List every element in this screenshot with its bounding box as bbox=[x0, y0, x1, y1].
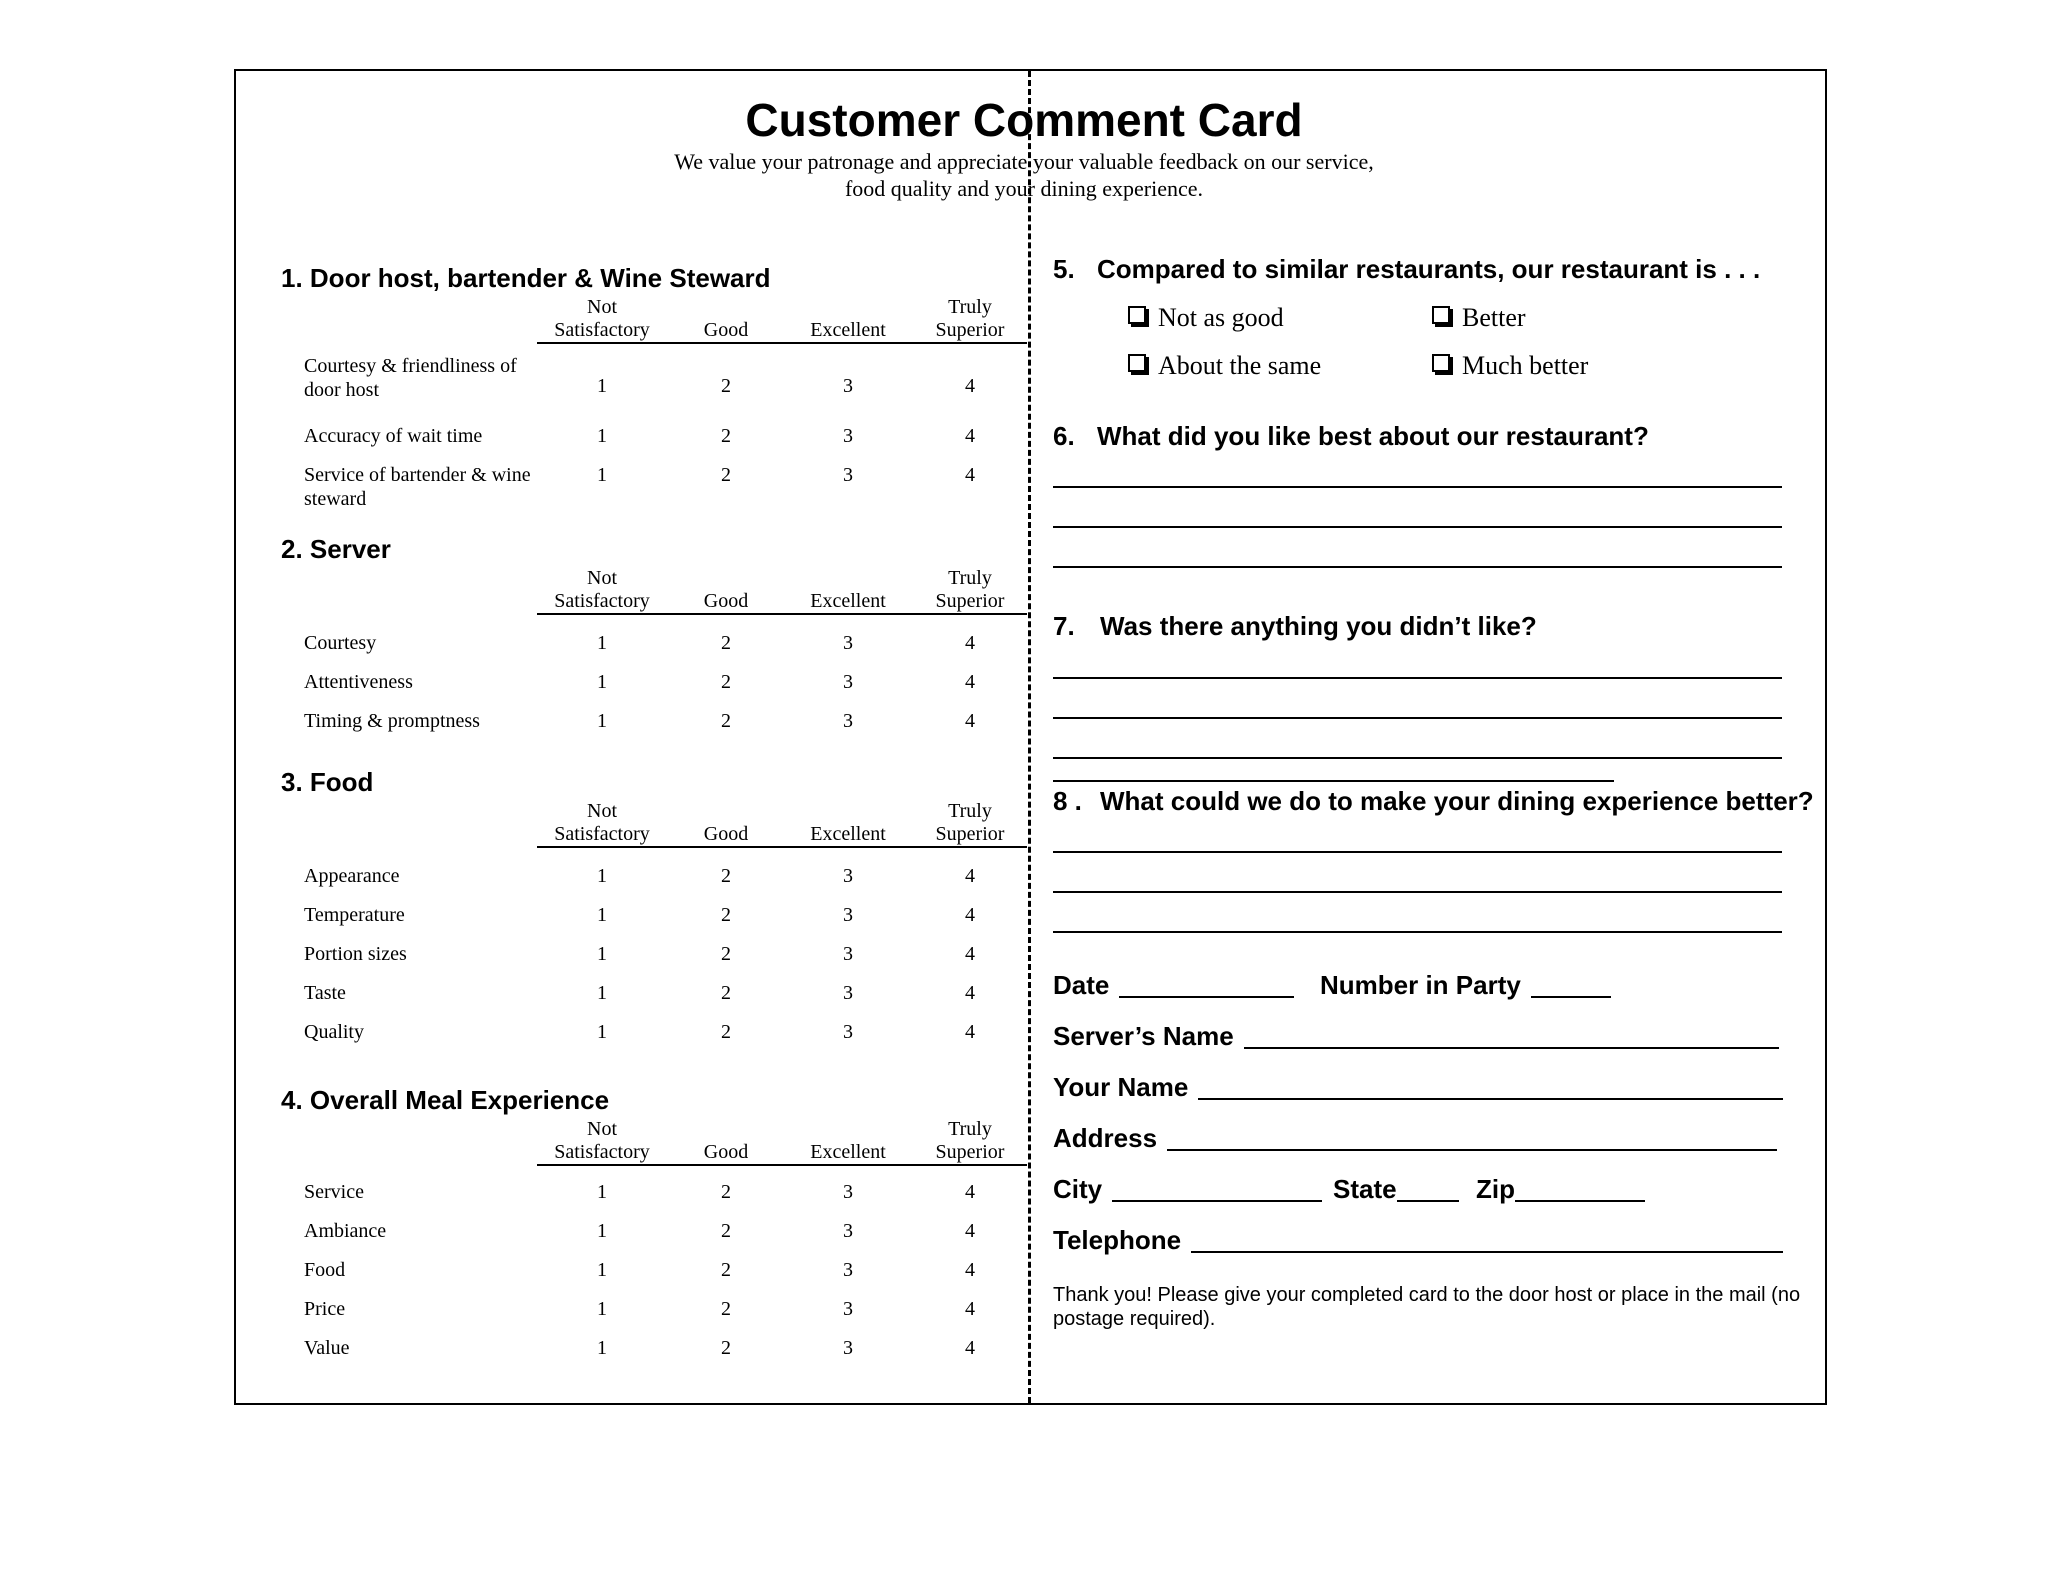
rating-option-4[interactable]: 4 bbox=[965, 1337, 975, 1359]
rating-option-1[interactable]: 1 bbox=[597, 865, 607, 887]
rating-header: Good bbox=[703, 823, 749, 845]
page-title: Customer Comment Card bbox=[745, 94, 1303, 146]
rating-option-4[interactable]: 4 bbox=[965, 1220, 975, 1242]
telephone-blank[interactable] bbox=[1191, 1227, 1783, 1253]
table-row bbox=[281, 1180, 1029, 1220]
rating-item-label: Accuracy of wait time bbox=[304, 425, 483, 447]
rating-option-3[interactable]: 3 bbox=[843, 1259, 853, 1281]
rating-option-2[interactable]: 2 bbox=[721, 671, 731, 693]
rating-option-3[interactable]: 3 bbox=[843, 904, 853, 926]
party-size-label: Number in Party bbox=[1320, 970, 1521, 1000]
option-better[interactable] bbox=[1432, 302, 1526, 334]
rating-item-label: Service of bartender & wine steward bbox=[304, 464, 531, 510]
rating-option-3[interactable]: 3 bbox=[843, 632, 853, 654]
your-name-field[interactable] bbox=[1053, 1071, 1783, 1103]
option-label: About the same bbox=[1158, 351, 1322, 380]
rating-option-3[interactable]: 3 bbox=[843, 710, 853, 732]
table-row bbox=[281, 864, 1029, 904]
rating-item-label: Temperature bbox=[304, 904, 405, 926]
rating-option-3[interactable]: 3 bbox=[843, 375, 853, 397]
rating-header: Not Satisfactory bbox=[554, 800, 650, 845]
rating-option-2[interactable]: 2 bbox=[721, 375, 731, 397]
table-row bbox=[281, 1297, 1029, 1337]
question-8 bbox=[1053, 785, 1814, 817]
question-7-text: Was there anything you didn’t like? bbox=[1100, 611, 1537, 641]
rating-option-1[interactable]: 1 bbox=[597, 710, 607, 732]
rating-option-1[interactable]: 1 bbox=[597, 943, 607, 965]
rating-option-2[interactable]: 2 bbox=[721, 632, 731, 654]
rating-option-3[interactable]: 3 bbox=[843, 982, 853, 1004]
city-field[interactable] bbox=[1053, 1173, 1322, 1205]
rating-option-2[interactable]: 2 bbox=[721, 1181, 731, 1203]
table-row bbox=[281, 903, 1029, 943]
rating-option-3[interactable]: 3 bbox=[843, 1337, 853, 1359]
table-row bbox=[281, 981, 1029, 1021]
table-row bbox=[281, 709, 1029, 749]
your-name-blank[interactable] bbox=[1198, 1074, 1783, 1100]
state-blank[interactable] bbox=[1397, 1176, 1459, 1202]
rating-option-3[interactable]: 3 bbox=[843, 1298, 853, 1320]
rating-option-2[interactable]: 2 bbox=[721, 1298, 731, 1320]
rating-item-label: Attentiveness bbox=[304, 671, 413, 693]
state-field[interactable] bbox=[1333, 1173, 1459, 1205]
address-blank[interactable] bbox=[1167, 1125, 1777, 1151]
rating-item-label: Portion sizes bbox=[304, 943, 407, 965]
answer-line-q7-3[interactable] bbox=[1053, 757, 1782, 759]
rating-option-1[interactable]: 1 bbox=[597, 671, 607, 693]
your-name-label: Your Name bbox=[1053, 1072, 1189, 1102]
rating-option-2[interactable]: 2 bbox=[721, 1259, 731, 1281]
checkbox-icon[interactable] bbox=[1432, 306, 1450, 324]
date-blank[interactable] bbox=[1119, 972, 1294, 998]
rating-option-2[interactable]: 2 bbox=[721, 865, 731, 887]
rating-option-2[interactable]: 2 bbox=[721, 464, 731, 486]
rating-header: Truly Superior bbox=[935, 800, 1005, 845]
zip-label: Zip bbox=[1476, 1174, 1515, 1204]
rating-item-label: Appearance bbox=[304, 865, 400, 887]
section-heading: 2. Server bbox=[281, 534, 391, 564]
rating-header: Good bbox=[703, 1141, 749, 1163]
option-about-the-same[interactable] bbox=[1128, 350, 1321, 382]
rating-option-1[interactable]: 1 bbox=[597, 1021, 607, 1043]
rating-item-label: Courtesy bbox=[304, 632, 377, 654]
rating-header: Not Satisfactory bbox=[554, 1118, 650, 1163]
zip-blank[interactable] bbox=[1515, 1176, 1645, 1202]
table-row bbox=[281, 670, 1029, 710]
question-7 bbox=[1053, 610, 1537, 642]
rating-option-1[interactable]: 1 bbox=[597, 464, 607, 486]
rating-header-row bbox=[537, 800, 1027, 848]
zip-field[interactable] bbox=[1476, 1173, 1645, 1205]
rating-item-label: Food bbox=[304, 1259, 346, 1281]
answer-line-q6-3[interactable] bbox=[1053, 566, 1782, 568]
rating-item-label: Ambiance bbox=[304, 1220, 387, 1242]
address-field[interactable] bbox=[1053, 1122, 1777, 1154]
rating-header: Truly Superior bbox=[935, 296, 1005, 341]
rating-option-4[interactable]: 4 bbox=[965, 943, 975, 965]
question-7-number: 7. bbox=[1053, 611, 1075, 641]
rating-option-1[interactable]: 1 bbox=[597, 1259, 607, 1281]
question-6-text: What did you like best about our restaurant? bbox=[1097, 421, 1649, 451]
table-row bbox=[281, 424, 1029, 464]
rating-header: Truly Superior bbox=[935, 1118, 1005, 1163]
city-blank[interactable] bbox=[1112, 1176, 1322, 1202]
option-label: Much better bbox=[1462, 351, 1589, 380]
rating-option-1[interactable]: 1 bbox=[597, 1337, 607, 1359]
option-much-better[interactable] bbox=[1432, 350, 1588, 382]
rating-header: Not Satisfactory bbox=[554, 567, 650, 612]
table-row bbox=[281, 942, 1029, 982]
rating-option-3[interactable]: 3 bbox=[843, 1021, 853, 1043]
option-label: Not as good bbox=[1158, 303, 1284, 332]
rating-option-4[interactable]: 4 bbox=[965, 464, 975, 486]
rating-header-row bbox=[537, 1118, 1027, 1166]
rating-header: Excellent bbox=[810, 823, 886, 845]
rating-item-label: Timing & promptness bbox=[304, 710, 480, 732]
answer-line-q7-2[interactable] bbox=[1053, 717, 1782, 719]
rating-option-4[interactable]: 4 bbox=[965, 632, 975, 654]
rating-option-3[interactable]: 3 bbox=[843, 943, 853, 965]
rating-option-2[interactable]: 2 bbox=[721, 710, 731, 732]
rating-option-2[interactable]: 2 bbox=[721, 1337, 731, 1359]
answer-line-q7-1[interactable] bbox=[1053, 677, 1782, 679]
state-label: State bbox=[1333, 1174, 1397, 1204]
date-field[interactable] bbox=[1053, 969, 1294, 1001]
rating-item-label: Price bbox=[304, 1298, 346, 1320]
answer-line-q8-3[interactable] bbox=[1053, 931, 1782, 933]
rating-option-2[interactable]: 2 bbox=[721, 982, 731, 1004]
server-name-label: Server’s Name bbox=[1053, 1021, 1234, 1051]
question-8-text: What could we do to make your dining experience better? bbox=[1100, 786, 1814, 816]
table-row bbox=[281, 463, 1029, 510]
rating-option-1[interactable]: 1 bbox=[597, 632, 607, 654]
rating-option-2[interactable]: 2 bbox=[721, 943, 731, 965]
checkbox-icon[interactable] bbox=[1128, 306, 1146, 324]
rating-item-label: Value bbox=[304, 1337, 350, 1359]
rating-item-label: Service bbox=[304, 1181, 364, 1203]
option-label: Better bbox=[1462, 303, 1526, 332]
rating-option-3[interactable]: 3 bbox=[843, 464, 853, 486]
table-row bbox=[281, 1258, 1029, 1298]
rating-option-3[interactable]: 3 bbox=[843, 1220, 853, 1242]
party-size-blank[interactable] bbox=[1531, 972, 1611, 998]
table-row bbox=[281, 1336, 1029, 1376]
question-5-text: Compared to similar restaurants, our restaurant is . . . bbox=[1097, 254, 1761, 284]
telephone-label: Telephone bbox=[1053, 1225, 1182, 1255]
rating-option-4[interactable]: 4 bbox=[965, 904, 975, 926]
rating-option-1[interactable]: 1 bbox=[597, 982, 607, 1004]
rating-option-3[interactable]: 3 bbox=[843, 865, 853, 887]
rating-header: Good bbox=[703, 319, 749, 341]
party-size-field[interactable] bbox=[1320, 969, 1611, 1001]
answer-line-q7-4[interactable] bbox=[1053, 780, 1614, 782]
rating-option-3[interactable]: 3 bbox=[843, 1181, 853, 1203]
rating-option-1[interactable]: 1 bbox=[597, 1298, 607, 1320]
rating-item-label: Quality bbox=[304, 1021, 364, 1043]
server-name-field[interactable] bbox=[1053, 1020, 1779, 1052]
rating-option-1[interactable]: 1 bbox=[597, 1220, 607, 1242]
rating-header: Truly Superior bbox=[935, 567, 1005, 612]
rating-item-label: Courtesy & friendliness of door host bbox=[304, 355, 517, 401]
answer-line-q8-2[interactable] bbox=[1053, 891, 1782, 893]
rating-option-2[interactable]: 2 bbox=[721, 904, 731, 926]
table-row bbox=[281, 1219, 1029, 1259]
subtitle-line-2: food quality and your dining experience. bbox=[844, 176, 1203, 201]
rating-option-4[interactable]: 4 bbox=[965, 982, 975, 1004]
section-heading: 4. Overall Meal Experience bbox=[281, 1085, 610, 1115]
rating-option-4[interactable]: 4 bbox=[965, 1021, 975, 1043]
thank-you-note: Thank you! Please give your completed card to the door host or place in the mail (no postage required). bbox=[1053, 1284, 1801, 1330]
rating-option-3[interactable]: 3 bbox=[843, 425, 853, 447]
checkbox-icon[interactable] bbox=[1432, 354, 1450, 372]
table-row bbox=[281, 1020, 1029, 1060]
date-label: Date bbox=[1053, 970, 1110, 1000]
server-name-blank[interactable] bbox=[1244, 1023, 1779, 1049]
table-row bbox=[281, 631, 1029, 671]
rating-option-4[interactable]: 4 bbox=[965, 425, 975, 447]
answer-line-q6-2[interactable] bbox=[1053, 526, 1782, 528]
question-5-number: 5. bbox=[1053, 254, 1075, 284]
section-heading: 1. Door host, bartender & Wine Steward bbox=[281, 263, 771, 293]
city-label: City bbox=[1053, 1174, 1103, 1204]
option-not-as-good[interactable] bbox=[1128, 302, 1284, 334]
rating-option-1[interactable]: 1 bbox=[597, 375, 607, 397]
answer-line-q6-1[interactable] bbox=[1053, 486, 1782, 488]
answer-line-q8-1[interactable] bbox=[1053, 851, 1782, 853]
checkbox-icon[interactable] bbox=[1128, 354, 1146, 372]
rating-option-3[interactable]: 3 bbox=[843, 671, 853, 693]
question-5 bbox=[1053, 253, 1760, 285]
rating-option-4[interactable]: 4 bbox=[965, 710, 975, 732]
rating-header: Not Satisfactory bbox=[554, 296, 650, 341]
rating-option-4[interactable]: 4 bbox=[965, 865, 975, 887]
rating-option-1[interactable]: 1 bbox=[597, 1181, 607, 1203]
rating-header: Excellent bbox=[810, 590, 886, 612]
rating-header: Excellent bbox=[810, 1141, 886, 1163]
rating-option-2[interactable]: 2 bbox=[721, 1021, 731, 1043]
rating-option-4[interactable]: 4 bbox=[965, 1259, 975, 1281]
rating-header-row bbox=[537, 567, 1027, 615]
rating-option-4[interactable]: 4 bbox=[965, 1298, 975, 1320]
rating-option-4[interactable]: 4 bbox=[965, 671, 975, 693]
rating-header: Excellent bbox=[810, 319, 886, 341]
subtitle-line-1: We value your patronage and appreciate your valuable feedback on our service, bbox=[674, 149, 1374, 174]
table-row bbox=[281, 354, 1029, 401]
rating-option-2[interactable]: 2 bbox=[721, 425, 731, 447]
question-8-number: 8 . bbox=[1053, 786, 1082, 816]
question-6 bbox=[1053, 420, 1649, 452]
rating-option-2[interactable]: 2 bbox=[721, 1220, 731, 1242]
address-label: Address bbox=[1053, 1123, 1158, 1153]
section-heading: 3. Food bbox=[281, 767, 374, 797]
rating-option-1[interactable]: 1 bbox=[597, 904, 607, 926]
telephone-field[interactable] bbox=[1053, 1224, 1783, 1256]
rating-header-row bbox=[537, 296, 1027, 344]
rating-option-4[interactable]: 4 bbox=[965, 375, 975, 397]
rating-item-label: Taste bbox=[304, 982, 346, 1004]
question-6-number: 6. bbox=[1053, 421, 1075, 451]
rating-option-1[interactable]: 1 bbox=[597, 425, 607, 447]
rating-option-4[interactable]: 4 bbox=[965, 1181, 975, 1203]
rating-header: Good bbox=[703, 590, 749, 612]
